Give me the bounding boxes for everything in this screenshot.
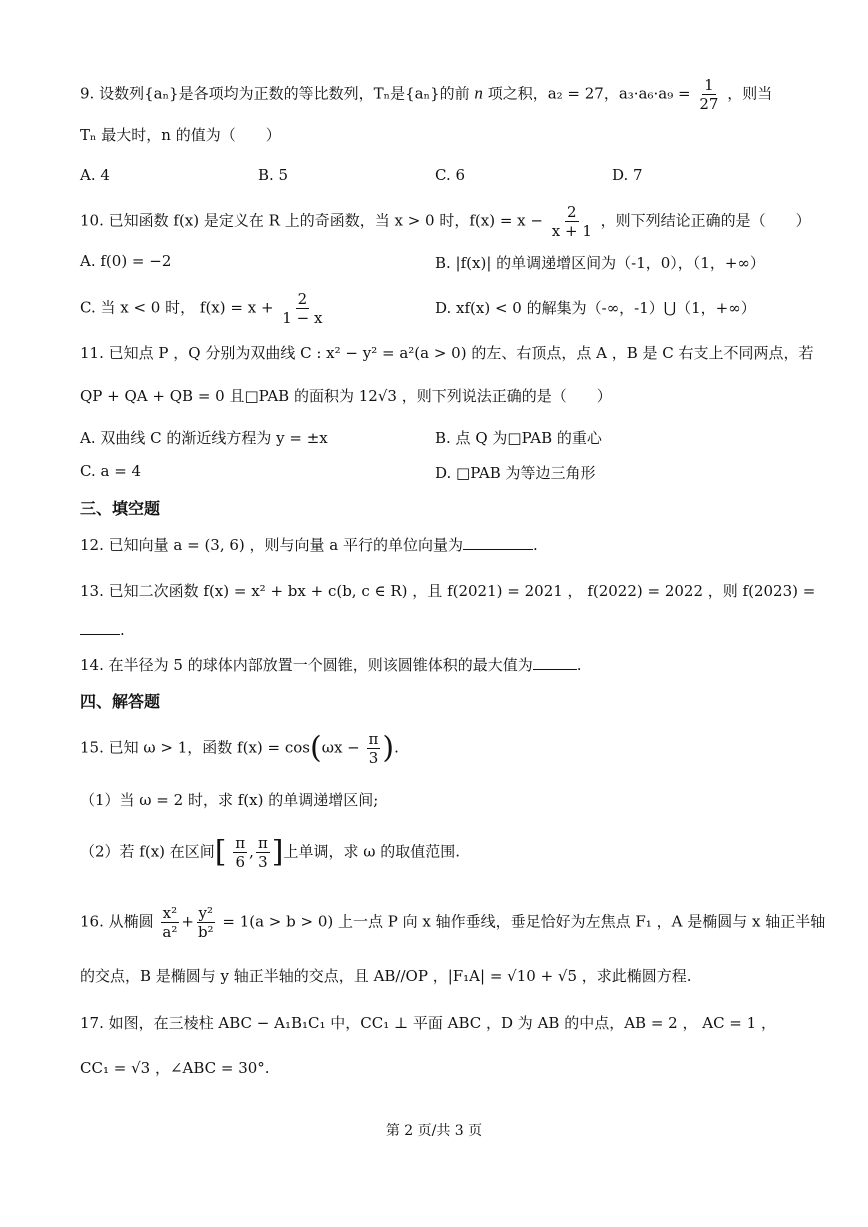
- q10-fraction: [550, 203, 594, 240]
- q15-inner: ωx −: [321, 738, 360, 757]
- q15-part2-b: 上单调，求 ω 的取值范围.: [283, 842, 461, 861]
- q15-part2-a: （2）若 f(x) 在区间: [80, 842, 215, 861]
- q13-end: .: [120, 621, 125, 639]
- q10-stem-a: 10. 已知函数 f(x) 是定义在 R 上的奇函数，当 x > 0 时，f(x) = x −: [80, 211, 543, 230]
- q16-b: = 1(a > b > 0) 上一点 P 向 x 轴作垂线，垂足恰好为左焦点 F₁ ，A 是椭圆与 x 轴正半轴: [222, 912, 826, 931]
- q10-option-c: [80, 290, 326, 327]
- q15-p2-num1: π: [235, 834, 246, 852]
- q13-answer-blank: [80, 620, 120, 635]
- q10-option-d: D. xf(x) < 0 的解集为（-∞，-1）⋃（1，+∞）: [435, 299, 756, 317]
- q10-option-c-den: 1 − x: [282, 309, 323, 327]
- q15-p2-frac2: [256, 834, 270, 871]
- q9-frac-num: 1: [704, 76, 714, 94]
- q14-answer-blank: [533, 655, 577, 670]
- q16-line1: [80, 904, 825, 941]
- q10-stem: [80, 203, 811, 240]
- q9-option-b: B. 5: [258, 166, 289, 184]
- q12-end: .: [533, 536, 538, 554]
- q17-line1: 17. 如图，在三棱柱 ABC − A₁B₁C₁ 中，CC₁ ⊥ 平面 ABC ，D 为 AB 的中点，AB = 2 ， AC = 1 ，: [80, 1014, 776, 1032]
- q16-frac-y: [196, 904, 216, 941]
- q15-part2: （2）若 f(x) 在区间[ $\frac{\pi}{6}$ , $\frac{\pi}{3}$ ]上单调，求 ω 的取值范围.: [80, 834, 461, 871]
- q10-frac-den: x + 1: [551, 222, 592, 240]
- q9-option-c: C. 6: [435, 166, 466, 184]
- q10-option-c-fraction: [280, 290, 324, 327]
- q11-option-b: B. 点 Q 为□PAB 的重心: [435, 429, 602, 447]
- q11-line2: QP + QA + QB = 0 且□PAB 的面积为 12√3 ，则下列说法正确的是（ ）: [80, 387, 612, 405]
- q10-stem-b: ，则下列结论正确的是（ ）: [600, 211, 811, 230]
- section-answer-heading: 四、解答题: [80, 692, 161, 711]
- q16-a: 16. 从椭圆: [80, 912, 154, 931]
- q15-stem: [80, 730, 399, 767]
- q16-den-x: a²: [162, 923, 178, 941]
- q9-line2: Tₙ 最大时，n 的值为（ ）: [80, 126, 281, 144]
- q15-stem-a: 15. 已知 ω > 1，函数 f(x) = cos: [80, 738, 310, 757]
- q15-frac-num: π: [368, 730, 379, 748]
- q10-option-a: A. f(0) = −2: [80, 252, 172, 270]
- q15-p2-den2: 3: [258, 853, 268, 871]
- q9-line1: [80, 76, 772, 113]
- q16-plus: +: [181, 912, 194, 931]
- q11-option-d: D. □PAB 为等边三角形: [435, 464, 596, 482]
- q15-paren-right: ): [382, 730, 395, 766]
- q9-n: n: [474, 83, 483, 103]
- q14-end: .: [576, 656, 582, 674]
- q16-num-y: y²: [198, 904, 214, 922]
- q15-paren-left: (: [310, 730, 322, 766]
- section-fill-in-heading: 三、填空题: [80, 499, 161, 518]
- q12-stem: 12. 已知向量 a = (3, 6) ，则与向量 a 平行的单位向量为: [80, 536, 464, 554]
- q9-option-a: A. 4: [80, 166, 110, 184]
- q9-tail: ，则当: [727, 84, 773, 103]
- q14-stem: 14. 在半径为 5 的球体内部放置一个圆锥，则该圆锥体积的最大值为: [80, 656, 533, 674]
- q15-bracket-left: [: [214, 834, 227, 870]
- q16-frac-x: [160, 904, 179, 941]
- q10-option-c-num: 2: [297, 290, 308, 308]
- q16-line2: 的交点，B 是椭圆与 y 轴正半轴的交点，且 AB//OP ，|F₁A| = √10 + √5 ，求此椭圆方程.: [80, 967, 692, 985]
- q11-option-c: C. a = 4: [80, 462, 142, 480]
- q14-line: [80, 655, 582, 675]
- q15-p2-frac1: [233, 834, 247, 871]
- q15-part1: （1）当 ω = 2 时，求 f(x) 的单调递增区间;: [80, 791, 379, 809]
- q15-p2-den1: 6: [235, 853, 245, 871]
- q9-stem: 9. 设数列{aₙ}是各项均为正数的等比数列，Tₙ是{aₙ}的前: [80, 84, 470, 103]
- q13-line: 13. 已知二次函数 f(x) = x² + bx + c(b, c ∈ R) ，且 f(2021) = 2021 ， f(2022) = 2022 ，则 f(2023) =: [80, 582, 816, 600]
- q10-option-c-text: C. 当 x < 0 时， f(x) = x +: [80, 298, 274, 317]
- q9-fraction: [697, 76, 720, 113]
- q16-den-y: b²: [197, 923, 214, 941]
- q10-frac-num: 2: [567, 203, 577, 221]
- q9-mid: 项之积，a₂ = 27，a₃·a₆·a₉ =: [487, 84, 691, 103]
- q17-line2: CC₁ = √3 ，∠ABC = 30°.: [80, 1059, 270, 1077]
- q9-option-d: D. 7: [612, 166, 643, 184]
- q11-option-a: A. 双曲线 C 的渐近线方程为 y = ±x: [80, 429, 328, 447]
- q15-frac-den: 3: [368, 749, 379, 767]
- q15-p2-num2: π: [257, 834, 268, 852]
- q16-num-x: x²: [162, 904, 178, 922]
- q11-line1: 11. 已知点 P ，Q 分别为双曲线 C : x² − y² = a²(a > 0) 的左、右顶点，点 A ，B 是 C 右支上不同两点，若: [80, 344, 814, 362]
- q13-line2: [80, 620, 125, 640]
- q15-end: .: [394, 738, 399, 757]
- q12-line: [80, 535, 538, 555]
- q9-frac-den: 27: [699, 95, 719, 113]
- page-footer: 第 2 页/共 3 页: [385, 1123, 483, 1139]
- q15-fraction: [367, 730, 381, 767]
- q10-option-b: B. |f(x)| 的单调递增区间为（-1，0），（1，+∞）: [435, 254, 765, 272]
- q15-bracket-right: ]: [271, 834, 284, 870]
- q12-answer-blank: [463, 535, 533, 550]
